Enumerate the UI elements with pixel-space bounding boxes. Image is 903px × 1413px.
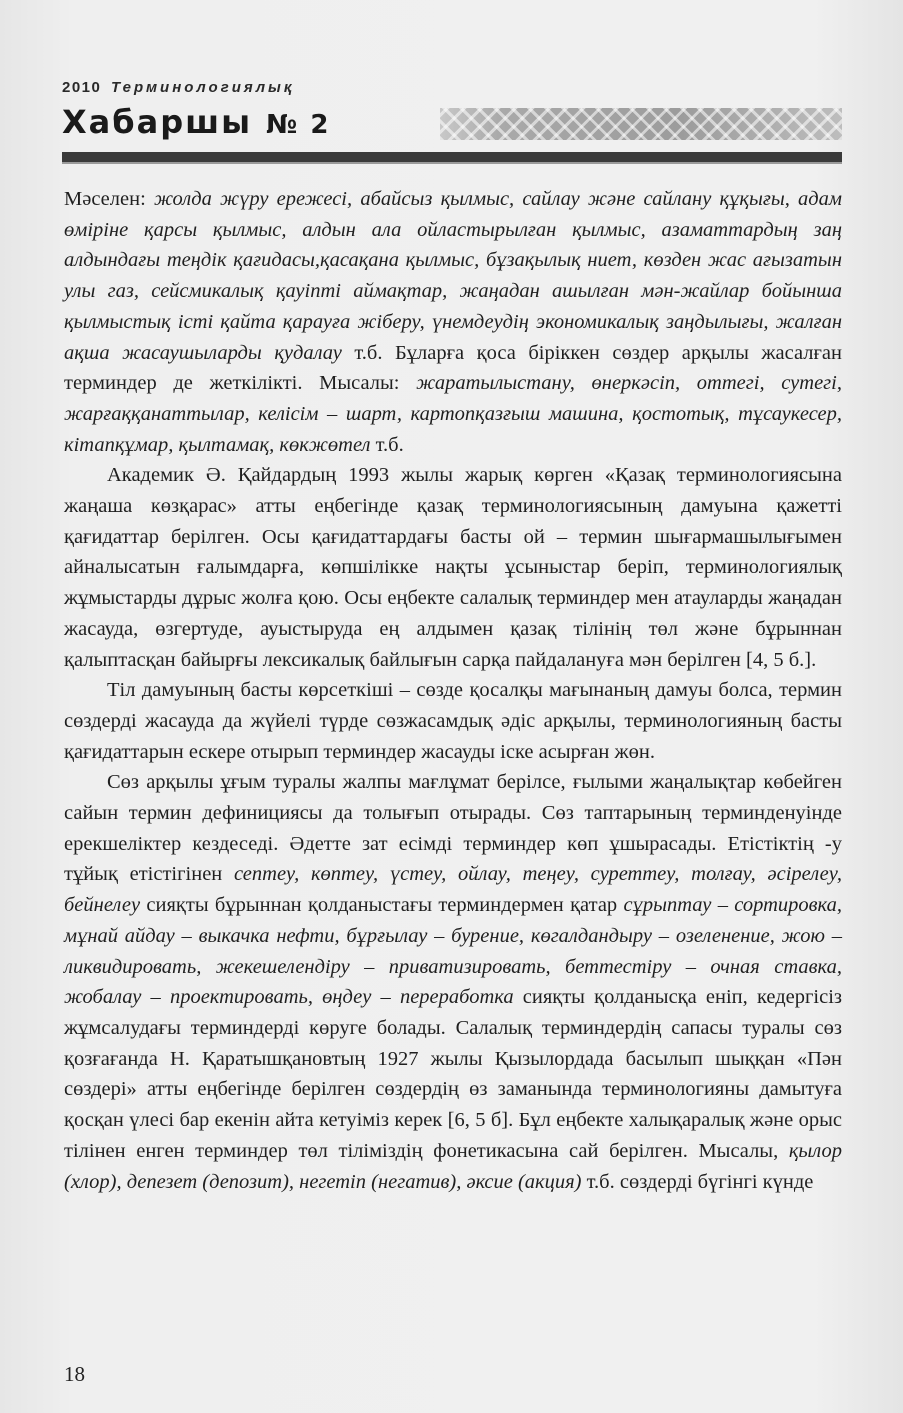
paragraph <box>64 767 842 1197</box>
header-title-main-text: Хабаршы <box>62 103 253 141</box>
text-span: сияқты бұрыннан қолданыстағы терминдермен қатар <box>140 894 624 917</box>
header-top-line <box>62 78 842 98</box>
header-issue-number: № 2 <box>266 110 331 140</box>
header-main-row <box>62 100 842 144</box>
italic-term-span: септеу, көптеу, үстеу, ойлау, теңеу, суреттеу, толғау, әсірелеу, бейнелеу <box>64 863 842 917</box>
text-span: Мәселен: <box>64 188 154 210</box>
header-title-small: Терминологиялық <box>111 79 295 96</box>
page-number: 18 <box>64 1362 85 1386</box>
text-span: Тіл дамуының басты көрсеткіші – сөзде қосалқы мағынаның дамуы болса, термин сөздерді жасауда да жүйелі түрде сөзжасамдық әдіс арқылы, терминологияның басты қағидаттарын ескере отырып терминдер жасауды іске асырған жөн. <box>64 679 842 763</box>
text-span: т.б. сөздерді бүгінгі күнде <box>581 1170 814 1193</box>
paragraph <box>64 460 842 675</box>
text-span: сияқты қолданысқа еніп, кедергісіз жұмсалудағы терминдерді көруге болады. Салалық терминдердің сапасы туралы сөз қозғағанда Н. Қаратышқановтың 1927 жылы Қызылордада басылып шыққан «Пән сөздері» атты еңбегінде берілген сөздердің өз заманында терминологияны дамытуға қосқан үлесі бар екенін айта кетуіміз керек [6, 5 б]. Бұл еңбекте халықаралық және орыс тілінен енген терминдер төл тіліміздің фонетикасына сай берілген. Мысалы, <box>64 986 842 1162</box>
italic-term-span: сұрыптау – сортировка, мұнай айдау – выкачка нефти, бұрғылау – бурение, көгалдандыру – озеленение, жою – ликвидировать, жекешелендіру – приватизировать, беттестіру – очная ставка, жобалау – проектировать, өңдеу – переработка <box>64 894 842 1009</box>
body-text <box>64 184 842 1197</box>
text-span: т.б. <box>370 433 404 456</box>
text-span: Академик Ә. Қайдардың 1993 жылы жарық көрген «Қазақ терминологиясына жаңаша көзқарас» атты еңбегінде қазақ терминологиясының дамуына қажетті қағидаттар берілген. Осы қағидаттардағы басты ой – термин шығармашылығымен айналысатын ғалымдарға, көпшілікке нақты ұсыныстар беріп, терминологиялық жұмыстарды дұрыс жолға қою. Осы еңбекте салалық терминдер мен атауларды жаңадан жасауда, өзгертуде, ауыстыруда ең алдымен қазақ тілінің төл және бұрыннан қалыптасқан байырғы лексикалық байлығын сарқа пайдалануға мән берілген [4, 5 б.]. <box>64 464 842 671</box>
text-span: Сөз арқылы ұғым туралы жалпы мағлұмат берілсе, ғылыми жаңалықтар көбейген сайын термин дефинициясы да толығып отырады. Сөз таптарының терминденуінде ерекшеліктер кездеседі. Әдетте зат есімді терминдер көп ұшырасады. Етістіктің -у тұйық етістігінен <box>64 771 842 886</box>
italic-term-span: жаратылыстану, өнеркәсіп, оттегі, сутегі, жарғаққанаттылар, келісім – шарт, картопқазғыш машина, қостотық, тұсаукесер, кітапқұмар, қылтамақ, көкжөтел <box>64 372 842 456</box>
text-span: т.б. Бұларға қоса біріккен сөздер арқылы жасалған терминдер де жеткілікті. Мысалы: <box>64 341 842 395</box>
paragraph <box>64 184 842 460</box>
header-ornament-band <box>440 108 842 140</box>
header-rule <box>62 152 842 164</box>
paragraph <box>64 675 842 767</box>
journal-header <box>62 78 842 144</box>
italic-term-span: қылор (хлор), депезет (депозит), негетіп (негатив), әксие (акция) <box>64 1139 842 1193</box>
header-title-main <box>62 100 330 147</box>
italic-term-span: жолда жүру ережесі, абайсыз қылмыс, сайлау және сайлану құқығы, адам өміріне қарсы қылмыс, алдын ала ойластырылған қылмыс, азаматтардың заң алдындағы теңдік қағидасы,қасақана қылмыс, бұзақылық ниет, көзден жас ағызатын улы газ, сейсмикалық қауіпті аймақтар, жаңадан ашылған мән-жайлар бойынша қылмыстық істі қайта қарауға жіберу, үнемдеудің экономикалық заңдылығы, жалған ақша жасаушыларды қудалау <box>64 188 842 364</box>
header-year: 2010 <box>62 79 102 96</box>
